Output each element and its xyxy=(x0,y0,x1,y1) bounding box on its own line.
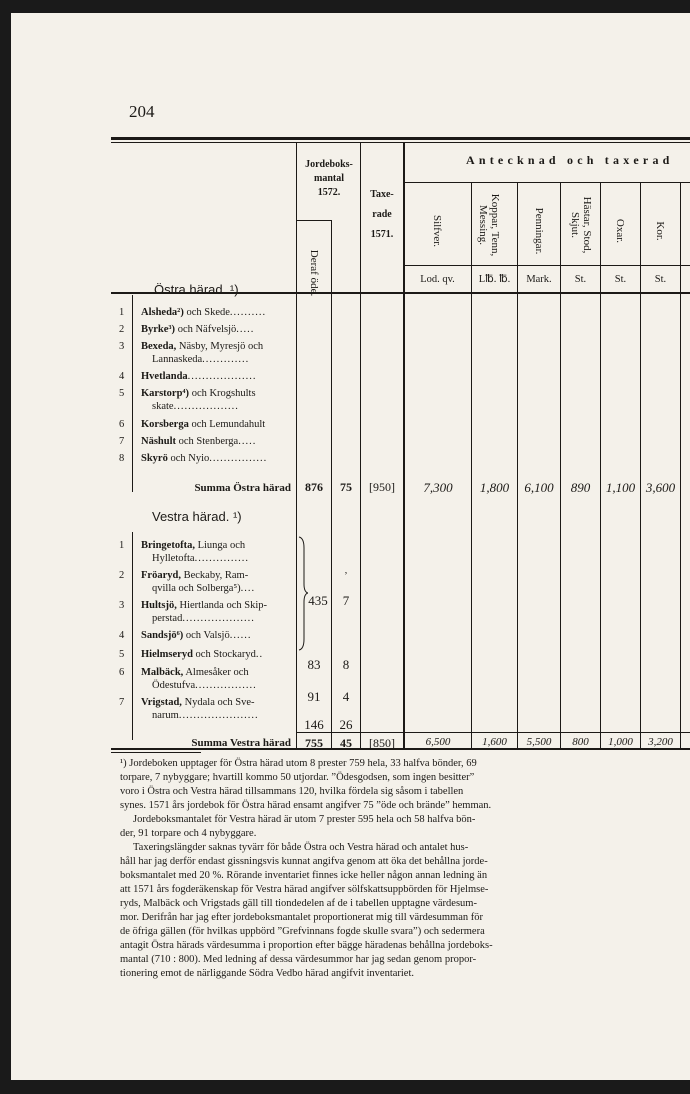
footnote-line: håll har jag derför endast gissningsvis kunnat angifva genom att öka det behållna jorde- xyxy=(120,856,488,867)
row-num: 7 xyxy=(119,697,125,708)
summa-kor: 3,200 xyxy=(648,736,673,748)
parish-name: Sandsjö⁶) xyxy=(141,630,184,641)
leader-dots: ..... xyxy=(236,324,255,335)
summa-oxar: 1,100 xyxy=(605,480,636,495)
parish-name: Vrigstad, xyxy=(141,697,182,708)
ostra-title: Östra härad. ¹) xyxy=(154,282,239,297)
r6-ode: 4 xyxy=(342,689,350,704)
leader-dots: ................ xyxy=(209,453,268,464)
parish-name: Alsheda²) xyxy=(141,307,184,318)
vestra-title: Vestra härad. ¹) xyxy=(152,509,242,524)
row-label-cont xyxy=(152,553,249,565)
row-label xyxy=(141,371,257,383)
anteckn-header: Antecknad och taxerad xyxy=(466,153,674,167)
parish-rest: qvilla och Solberga⁵) xyxy=(152,583,241,594)
col-line xyxy=(600,183,601,748)
top-rule-thin xyxy=(111,142,690,143)
unit-lb: L℔. ℔. xyxy=(478,274,511,285)
summa-vestra-label: Summa Vestra härad xyxy=(191,737,291,749)
row-label xyxy=(141,419,265,431)
header-rule xyxy=(404,182,690,183)
row-num: 2 xyxy=(119,570,125,581)
leader-dots: .... xyxy=(240,583,256,594)
col-line xyxy=(517,183,518,748)
col-line xyxy=(471,183,472,748)
parish-name: Hvetlanda xyxy=(141,371,188,382)
r5-mantal: 83 xyxy=(307,657,321,672)
footnote-line: mantal (710 : 800). Med ledning af dessa värdesummor har jag sedan genom propor- xyxy=(120,954,477,965)
top-rule xyxy=(111,137,690,140)
taxerade-h1: Taxe- xyxy=(370,189,394,200)
row-label-cont xyxy=(152,710,259,722)
footnote-line: de öfriga gällen (för hvilkas uppbörd ”Grefvinnans fogde skulle svara”) och sedermera xyxy=(120,926,485,937)
unit-mark: Mark. xyxy=(526,274,552,285)
summa-mantal: 755 xyxy=(305,736,323,750)
r7-ode: 26 xyxy=(339,717,353,732)
leader-dots: .......... xyxy=(229,307,267,318)
summa-silfver: 6,500 xyxy=(425,736,451,748)
parish-name: Malbäck, xyxy=(141,667,184,678)
row-label xyxy=(141,697,255,709)
unit-st: St. xyxy=(614,274,627,285)
leader-dots: ................. xyxy=(195,680,257,691)
row-label xyxy=(141,570,248,582)
row-num: 1 xyxy=(119,540,125,551)
leader-dots: ............. xyxy=(202,354,250,365)
row-num: 5 xyxy=(119,649,125,660)
parish-rest: och Näfvelsjö xyxy=(175,324,237,335)
summa-ode: 45 xyxy=(340,736,352,750)
unit-lod: Lod. qv. xyxy=(420,274,455,285)
parish-name: Korsberga xyxy=(141,419,189,430)
parish-rest: och Nyio xyxy=(167,453,210,464)
parish-rest: och Stockaryd xyxy=(192,649,256,660)
summa-hastar: 890 xyxy=(570,480,591,495)
footnote-line: ryds, Malbäck och Vrigstads gäll till tiondedelen af de i tabellen upptagne värdesum- xyxy=(120,898,477,909)
parish-rest: Liunga och xyxy=(194,540,246,551)
parish-name: Bexeda, xyxy=(141,341,177,352)
footnote-line: ¹) Jordeboken upptager för Östra härad utom 8 prester 759 hela, 33 halfva bönder, 69 xyxy=(120,758,477,769)
row-num: 6 xyxy=(119,667,125,678)
summa-taxerade: [850] xyxy=(369,736,395,750)
row-num: 4 xyxy=(119,371,125,382)
parish-name: Hielmseryd xyxy=(141,649,193,660)
row-label xyxy=(141,667,249,679)
parish-rest: narum xyxy=(152,710,179,721)
parish-name: Bringetofta, xyxy=(141,540,195,551)
rownum-line-2 xyxy=(132,532,133,740)
book-page xyxy=(11,13,690,1080)
row-label-cont xyxy=(152,401,239,413)
footnote-line: antagit Östra härads värdesumma i proportion efter bägge häradenas behållna jordeboks- xyxy=(120,940,493,951)
parish-rest: Lannaskeda xyxy=(152,354,203,365)
row-num: 8 xyxy=(119,453,125,464)
footnote-line: Jordeboksmantalet för Vestra härad är utom 7 prester 595 hela och 58 halfva bön- xyxy=(133,814,476,825)
parish-rest: Nydala och Sve- xyxy=(181,697,255,708)
summa-kor: 3,600 xyxy=(645,480,676,495)
row-num: 7 xyxy=(119,436,125,447)
parish-rest: och Lemundahult xyxy=(188,419,266,430)
col-header-silfver: Silfver. xyxy=(431,214,443,248)
r7-mantal: 146 xyxy=(304,717,324,732)
footnote-rule xyxy=(111,752,201,753)
leader-dots: ............... xyxy=(194,553,249,564)
footnote-line: boksmantalet med 20 %. Rörande inventariet finnes icke heller någon annan ledning än xyxy=(120,870,488,881)
col-header-penningar: Penningar. xyxy=(533,207,545,255)
summa-koppar: 1,600 xyxy=(482,736,507,748)
leader-dots: ...................... xyxy=(178,710,259,721)
col-line xyxy=(560,183,561,748)
parish-rest: och Skede xyxy=(183,307,230,318)
parish-name: Skyrö xyxy=(141,453,168,464)
row-label xyxy=(141,388,256,400)
footnote-line: tionering emot de närliggande Södra Vedbo härad angifvit inventariet. xyxy=(120,968,415,979)
parish-rest: Ödestufva xyxy=(152,680,196,691)
summa-silfver: 7,300 xyxy=(423,480,453,495)
footnote-line: Taxeringslängder saknas tyvärr för både Östra och Vestra härad och antalet hus- xyxy=(133,842,469,853)
row-num: 3 xyxy=(119,341,125,352)
group-mantal: 435 xyxy=(308,593,328,608)
parish-rest: skate xyxy=(152,401,174,412)
page-number: 204 xyxy=(129,102,155,121)
row-num: 2 xyxy=(119,324,125,335)
header-rule xyxy=(404,265,690,266)
row-label xyxy=(141,307,266,319)
row-label-cont xyxy=(152,613,255,625)
footnote-line: voro i Östra och Vestra härad tillsammans 120, hvilka fördela sig såsom i tabellen xyxy=(120,786,464,797)
parish-name: Karstorp⁴) xyxy=(141,388,190,399)
leader-dots: .................. xyxy=(173,401,239,412)
parish-rest: Almesåker och xyxy=(183,667,249,678)
row-num: 4 xyxy=(119,630,125,641)
row-label xyxy=(141,453,267,465)
leader-dots: .. xyxy=(255,649,264,660)
row-label xyxy=(141,341,263,353)
summa-hastar: 800 xyxy=(572,736,589,748)
summa-penningar: 5,500 xyxy=(526,736,552,748)
footnote-line: synes. 1571 års jordebok för Östra härad ensamt angifver 75 ”öde och brände” hemman. xyxy=(120,800,492,811)
row-label-cont xyxy=(152,583,255,595)
taxerade-h2: rade xyxy=(372,209,392,220)
footnote-line: att 1571 års fogderäkenskap för Vestra härad angifver sölfskattsuppbörden för Hjelmse- xyxy=(120,884,489,895)
summa-taxerade: [950] xyxy=(369,480,395,494)
parish-rest: Näsby, Myresjö och xyxy=(176,341,264,352)
leader-dots: .................... xyxy=(182,613,255,624)
row-num: 3 xyxy=(119,600,125,611)
leader-dots: ...... xyxy=(229,630,252,641)
vestra-sum-rule xyxy=(297,732,690,733)
unit-st: St. xyxy=(574,274,587,285)
row-num: 5 xyxy=(119,388,125,399)
row-num: 6 xyxy=(119,419,125,430)
parish-rest: Beckaby, Ram- xyxy=(180,570,249,581)
leader-dots: ..... xyxy=(238,436,257,447)
rownum-line xyxy=(132,295,133,492)
col-line xyxy=(640,183,641,748)
jordeboks-h2: mantal xyxy=(314,173,344,184)
row-label xyxy=(141,649,263,661)
summa-mantal: 876 xyxy=(305,480,323,494)
summa-oxar: 1,000 xyxy=(608,736,633,748)
col-line xyxy=(680,183,681,748)
parish-rest: och Valsjö xyxy=(183,630,230,641)
col-header-hastar: Hästar, Stod, Skjut. xyxy=(569,196,593,254)
footnote-line: mor. Derifrån har jag efter jordeboksmantalet proportionerat mig till värdesumman för xyxy=(120,912,484,923)
jordeboks-h3: 1572. xyxy=(317,187,341,198)
taxerade-h3: 1571. xyxy=(370,229,394,240)
row-label xyxy=(141,600,267,612)
summa-ode: 75 xyxy=(340,480,352,494)
jordeboks-h1: Jordeboks- xyxy=(305,159,353,170)
r6-mantal: 91 xyxy=(307,689,321,704)
summa-ostra-label: Summa Östra härad xyxy=(194,482,291,494)
parish-rest: Hiertlanda och Skip- xyxy=(176,600,267,611)
footnote-line: torpare, 7 nybyggare; hvartill kommo 50 utjordar. ”Ödesgodsen, som ingen besitter” xyxy=(120,772,475,783)
row-label-cont xyxy=(152,354,249,366)
stray-mark: , xyxy=(344,565,348,576)
header-rule xyxy=(296,220,331,221)
parish-name: Näshult xyxy=(141,436,177,447)
row-label xyxy=(141,436,256,448)
unit-st: St. xyxy=(654,274,667,285)
col-header-oxar: Oxar. xyxy=(614,218,626,244)
summa-koppar: 1,800 xyxy=(479,480,510,495)
group-ode: 7 xyxy=(342,593,350,608)
parish-rest: Hylletofta xyxy=(152,553,195,564)
parish-rest: och Stenberga xyxy=(176,436,239,447)
row-label-cont xyxy=(152,680,257,692)
row-label xyxy=(141,540,245,552)
deraf-ode-header: Deraf öde. xyxy=(308,249,320,297)
summa-penningar: 6,100 xyxy=(524,480,554,495)
parish-name: Fröaryd, xyxy=(141,570,181,581)
col-header-kor: Kor. xyxy=(654,221,666,241)
parish-name: Hultsjö, xyxy=(141,600,177,611)
row-label xyxy=(141,324,254,336)
col-line xyxy=(403,143,405,748)
col-header-koppar: Koppar, Tenn, Messing. xyxy=(477,193,501,257)
footnote-line: der, 91 torpare och 4 nybyggare. xyxy=(120,828,257,839)
leader-dots: ................... xyxy=(187,371,257,382)
row-label xyxy=(141,630,251,642)
parish-name: Byrke³) xyxy=(141,324,176,335)
parish-rest: perstad xyxy=(152,613,183,624)
parish-rest: och Krogshults xyxy=(189,388,256,399)
row-num: 1 xyxy=(119,307,125,318)
r5-ode: 8 xyxy=(342,657,350,672)
